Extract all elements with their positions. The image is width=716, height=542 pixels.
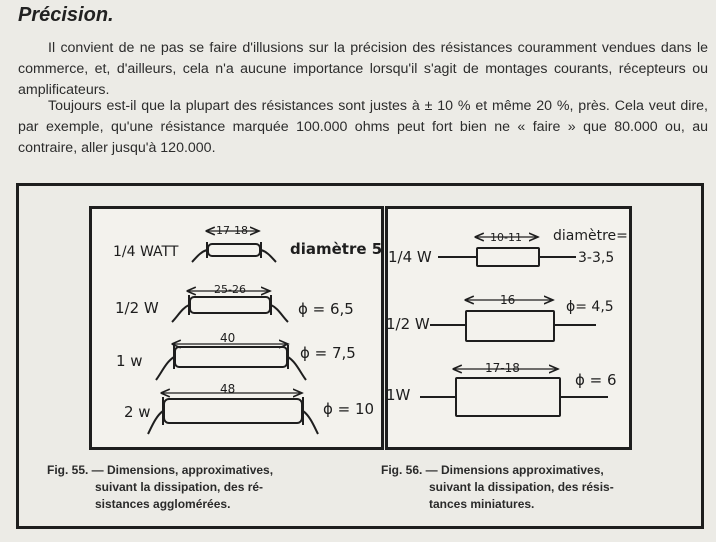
fig55-row3-watt: 1 w <box>116 352 143 370</box>
fig56-row3-length: 17-18 <box>485 361 520 375</box>
fig55-row1-length: 17-18 <box>216 224 248 237</box>
fig55-row4-length: 48 <box>220 382 236 396</box>
fig55-row1-diam: diamètre 5 <box>290 240 383 258</box>
paragraph-1: Il convient de ne pas se faire d'illusions sur la précision des résistances couramment vendues dans le commerce, et, d'ailleurs, cela n'a aucune importance lorsqu'il s'agit de montages courants, récepteurs ou amplificateurs. <box>18 40 708 98</box>
fig56-row1-diam: 3-3,5 <box>578 250 615 266</box>
fig55-resistor-two <box>148 393 318 434</box>
fig55-resistor-one <box>156 344 306 380</box>
fig56-caption-line2: suivant la dissipation, des résis- <box>429 480 614 494</box>
fig56-row2-length: 16 <box>500 293 516 307</box>
fig55-caption-line1: Fig. 55. — Dimensions, approximatives, <box>47 463 274 477</box>
fig56-row2-watt: 1/2 W <box>386 315 430 333</box>
paragraph-2: Toujours est-il que la plupart des résistances sont justes à ± 10 % et même 20 %, près. Cela veut dire, par exemple, qu'une résistance marquée 100.000 ohms peut fort bien ne « faire » que 80.000 ou, au contraire, aller jusqu'à 120.000. <box>18 98 708 156</box>
fig55-row3-diam: ϕ = 7,5 <box>300 344 356 362</box>
fig56-caption-line1: Fig. 56. — Dimensions approximatives, <box>381 463 604 477</box>
fig55-caption <box>47 462 342 513</box>
fig55-row1-watt: 1/4 WATT <box>113 244 179 260</box>
fig56-caption <box>381 462 676 513</box>
fig55-row4-diam: ϕ = 10 <box>323 400 375 418</box>
fig55-row2-length: 25-26 <box>214 283 246 296</box>
fig55-row3-length: 40 <box>220 331 236 345</box>
fig56-row1-watt: 1/4 W <box>388 248 432 266</box>
fig56-row2-diam: ϕ= 4,5 <box>566 299 614 315</box>
fig56-row3-watt: 1W <box>386 386 411 404</box>
fig56-row3-diam: ϕ = 6 <box>575 371 617 389</box>
fig55-caption-line2: suivant la dissipation, des ré- <box>95 480 264 494</box>
section-title: Précision. <box>18 4 114 26</box>
fig55-caption-line3: sistances agglomérées. <box>95 497 231 511</box>
fig56-caption-line3: tances miniatures. <box>429 497 535 511</box>
fig55-row4-watt: 2 w <box>124 403 151 421</box>
fig56-row1-length: 10-11 <box>490 231 522 244</box>
fig56-header: diamètre= <box>553 228 628 244</box>
fig55-row2-diam: ϕ = 6,5 <box>298 300 354 318</box>
fig55-row2-watt: 1/2 W <box>115 299 159 317</box>
